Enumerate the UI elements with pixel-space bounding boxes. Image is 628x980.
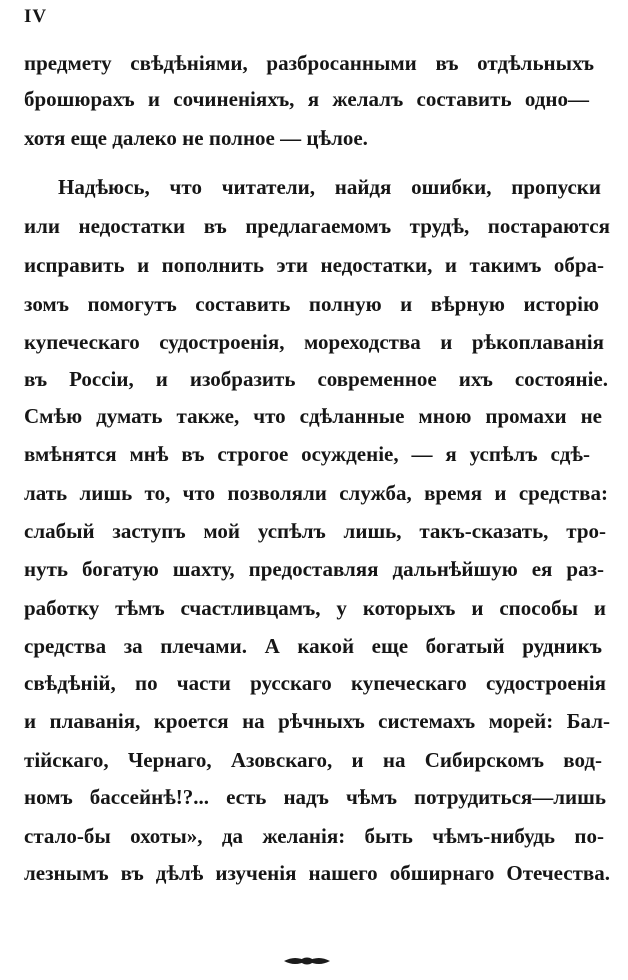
text-line: средства за плечами. А какой еще богатый рудникъ (24, 634, 602, 658)
text-line: Надѣюсь, что читатели, найдя ошибки, пропуски (58, 175, 601, 199)
text-line: хотя еще далеко не полное — цѣлое. (24, 126, 368, 150)
text-line: работку тѣмъ счастливцамъ, у которыхъ и способы и (24, 596, 606, 620)
text-line: исправить и пополнить эти недостатки, и такимъ обра- (24, 253, 604, 277)
text-line: или недостатки въ предлагаемомъ трудѣ, постараются (24, 214, 610, 238)
page-number: IV (24, 6, 48, 27)
text-line: лать лишь то, что позволяли служба, время и средства: (24, 481, 608, 505)
text-line: купеческаго судостроенія, мореходства и рѣкоплаванія (24, 330, 604, 354)
text-line: слабый заступъ мой успѣлъ лишь, такъ-сказать, тро- (24, 519, 606, 543)
text-line: свѣдѣній, по части русскаго купеческаго судостроенія (24, 671, 606, 695)
text-line: Смѣю думать также, что сдѣланные мною промахи не (24, 404, 602, 428)
end-of-page-ornament (282, 954, 332, 968)
text-line: тійскаго, Чернаго, Азовскаго, и на Сибирскомъ вод- (24, 748, 602, 772)
text-line: вмѣнятся мнѣ въ строгое осужденіе, — я успѣлъ сдѣ- (24, 442, 590, 466)
text-line: въ Россіи, и изобразить современное ихъ состояніе. (24, 367, 608, 391)
text-line: зомъ помогутъ составить полную и вѣрную исторію (24, 292, 599, 316)
text-line: лезнымъ въ дѣлѣ изученія нашего обширнаго Отечества. (24, 861, 610, 885)
text-line: брошюрахъ и сочиненіяхъ, я желалъ составить одно— (24, 87, 589, 111)
text-line: стало-бы охоты», да желанія: быть чѣмъ-нибудь по- (24, 824, 604, 848)
text-line: предмету свѣдѣніями, разбросанными въ отдѣльныхъ (24, 51, 594, 75)
text-line: нуть богатую шахту, предоставляя дальнѣйшую ея раз- (24, 557, 604, 581)
text-line: номъ бассейнѣ!?... есть надъ чѣмъ потрудиться—лишь (24, 785, 606, 809)
text-line: и плаванія, кроется на рѣчныхъ системахъ морей: Бал- (24, 709, 610, 733)
